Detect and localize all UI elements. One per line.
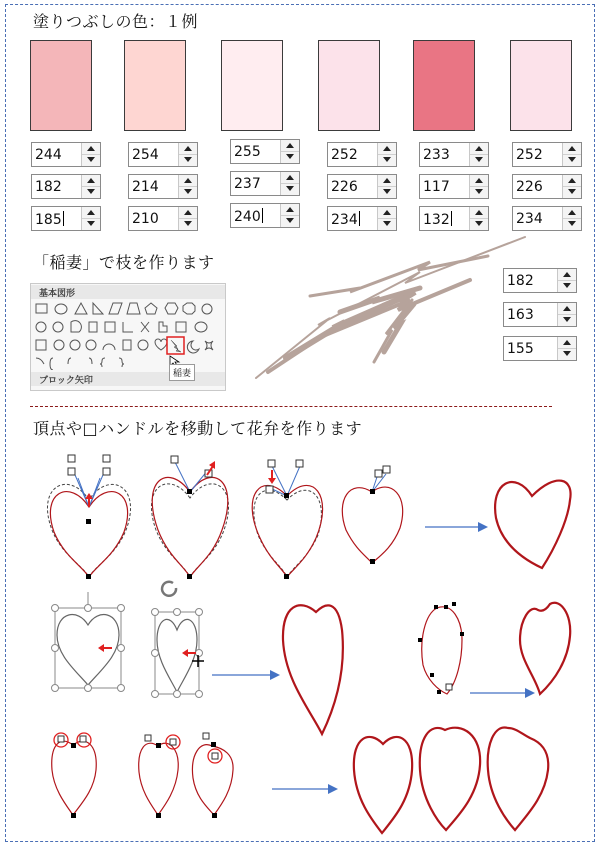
blue-value: 185	[35, 212, 62, 228]
heart-edit-step-2	[151, 456, 228, 579]
petal-tilt-edit	[418, 602, 464, 694]
rotate-handle-icon	[162, 582, 176, 596]
gallery-header-block-arrows: ブロック矢印	[39, 376, 93, 386]
gallery-header-basic-shapes: 基本図形	[39, 289, 76, 299]
branch-illustration	[256, 237, 525, 378]
green-value: 163	[507, 307, 534, 323]
arrow-head-icon	[478, 522, 488, 532]
red-value: 254	[132, 147, 159, 163]
green-value: 226	[331, 179, 358, 195]
red-value: 244	[35, 147, 62, 163]
green-value: 237	[234, 176, 261, 192]
petal-final-edit-1	[52, 733, 96, 818]
petal-result	[283, 605, 343, 734]
red-value: 255	[234, 144, 261, 160]
heading-petals: 頂点や□ハンドルを移動して花弁を作ります	[33, 419, 363, 438]
blue-value: 155	[507, 341, 534, 357]
blue-value: 234	[331, 212, 358, 228]
arrow-head-icon	[270, 670, 280, 680]
arrow-head-icon	[328, 784, 338, 794]
green-value: 226	[516, 179, 543, 195]
branch-stroke	[310, 256, 488, 296]
heart-edit-step-1	[47, 455, 130, 579]
branch-stroke	[268, 280, 470, 372]
petal-variant-3	[488, 728, 549, 830]
red-value: 233	[423, 147, 450, 163]
green-value: 182	[35, 179, 62, 195]
heart-edit-step-4	[342, 466, 402, 564]
blue-value: 210	[132, 211, 159, 227]
arrow-head-icon	[525, 688, 535, 698]
shape-tooltip: 稲妻	[169, 364, 195, 381]
heart-result	[495, 481, 570, 568]
petal-final-edit-3	[192, 733, 233, 818]
petal-resize-step-2	[152, 582, 205, 698]
heading-fill-colors: 塗りつぶしの色：１例	[33, 12, 199, 31]
blue-value: 234	[516, 211, 543, 227]
petal-resize-step-1	[52, 592, 125, 692]
blue-value: 240	[234, 209, 261, 225]
green-value: 117	[423, 179, 450, 195]
petal-final-edit-2	[139, 735, 180, 818]
heading-branch: 「稲妻」で枝を作ります	[33, 253, 215, 272]
red-value: 182	[507, 273, 534, 289]
blue-value: 132	[423, 212, 450, 228]
red-value: 252	[331, 147, 358, 163]
green-value: 214	[132, 179, 159, 195]
red-value: 252	[516, 147, 543, 163]
petal-variant-2	[420, 728, 480, 830]
tilted-petal-result	[520, 603, 570, 694]
petal-variant-1	[354, 737, 412, 833]
heart-edit-step-3	[252, 460, 322, 579]
